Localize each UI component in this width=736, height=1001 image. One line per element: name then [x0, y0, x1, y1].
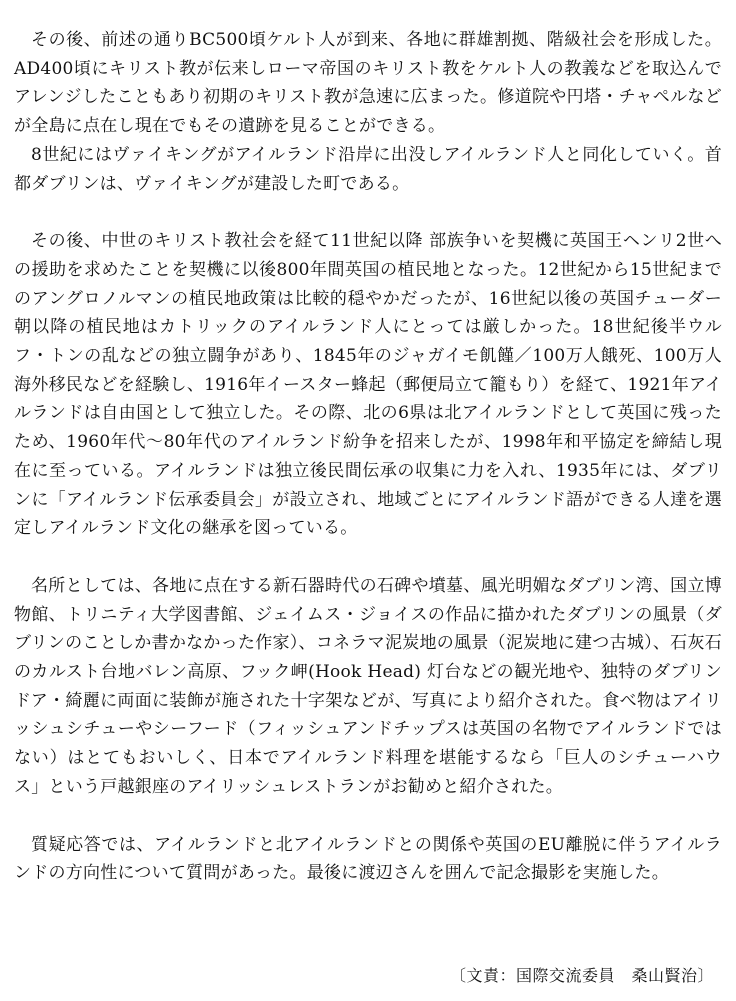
- paragraph-spacer: [14, 543, 722, 572]
- paragraph-history: その後、中世のキリスト教社会を経て11世紀以降 部族争いを契機に英国王ヘンリ2世への援助を求めたことを契機に以後800年間英国の植民地となった。12世紀から15世紀までのアングロノルマンの植民地政策は比較的穏やかだったが、16世紀以後の英国チューダー朝以降の植民地はカトリックのアイルランド人にとっては厳しかった。18世紀後半ウルフ・トンの乱などの独立闘争があり、1845年のジャガイモ飢饉／100万人餓死、100万人海外移民などを経験し、1916年イースター蜂起（郵便局立て籠もり）を経て、1921年アイルランドは自由国として独立した。その際、北の6県は北アイルランドとして英国に残ったため、1960年代〜80年代のアイルランド紛争を招来したが、1998年和平協定を締結し現在に至っている。アイルランドは独立後民間伝承の収集に力を入れ、1935年には、ダブリンに「アイルランド伝承委員会」が設立され、地域ごとにアイルランド語ができる人達を選定しアイルランド文化の継承を図っている。: [14, 231, 722, 539]
- document-body: [14, 26, 722, 888]
- paragraph-viking: 8世紀にはヴァイキングがアイルランド沿岸に出没しアイルランド人と同化していく。首都ダブリンは、ヴァイキングが建設した町である。: [14, 144, 722, 194]
- paragraph-qa: 質疑応答では、アイルランドと北アイルランドとの関係や英国のEU離脱に伴うアイルランドの方向性について質問があった。最後に渡辺さんを囲んで記念撮影を実施した。: [14, 834, 722, 884]
- paragraph-spacer: [14, 198, 722, 227]
- paragraph-sights: 名所としては、各地に点在する新石器時代の石碑や墳墓、風光明媚なダブリン湾、国立博物館、トリニティ大学図書館、ジェイムス・ジョイスの作品に描かれたダブリンの風景（ダブリンのことしか書かなかった作家）、コネラマ泥炭地の風景（泥炭地に建つ古城）、石灰石のカルスト台地バレン高原、フック岬(Hook Head) 灯台などの観光地や、独特のダブリンドア・綺麗に両面に装飾が施された十字架などが、写真により紹介された。食べ物はアイリッシュシチューやシーフード（フィッシュアンドチップスは英国の名物でアイルランドではない）はとてもおいしく、日本でアイルランド料理を堪能するなら「巨人のシチューハウス」という戸越銀座のアイリッシュレストランがお勧めと紹介された。: [14, 575, 722, 797]
- paragraph-celtic-christian: その後、前述の通りBC500頃ケルト人が到来、各地に群雄割拠、階級社会を形成した。AD400頃にキリスト教が伝来しローマ帝国のキリスト教をケルト人の教義などを取込んでアレンジしたこともあり初期のキリスト教が急速に広まった。修道院や円塔・チャペルなどが全島に点在し現在でもその遺跡を見ることができる。: [14, 30, 722, 137]
- author-credit: 〔文責：国際交流委員 桑山賢治〕: [449, 966, 714, 985]
- paragraph-spacer: [14, 802, 722, 831]
